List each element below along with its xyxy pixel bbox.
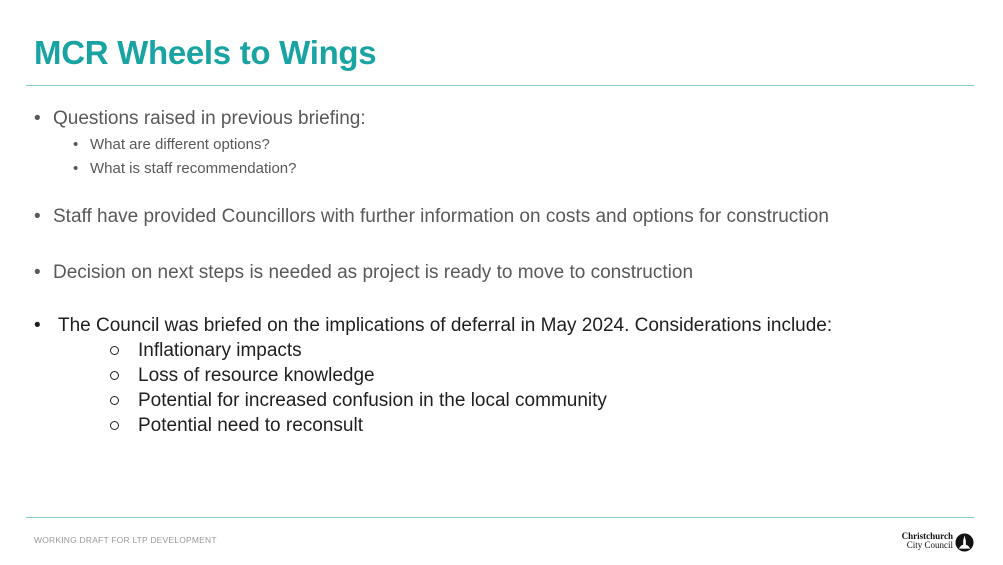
- consideration-item: Potential need to reconsult: [138, 415, 363, 436]
- bullet-marker: •: [34, 108, 41, 129]
- hollow-bullet-icon: [110, 421, 119, 430]
- consideration-item: Inflationary impacts: [138, 340, 302, 361]
- sub-bullet-marker: •: [73, 160, 79, 177]
- bullet-marker: •: [34, 262, 41, 283]
- bullet-text-1: Questions raised in previous briefing:: [53, 108, 366, 129]
- logo-line-2: City Council: [906, 540, 953, 550]
- sub-bullet-text-2: What is staff recommendation?: [90, 160, 297, 177]
- hollow-bullet-icon: [110, 371, 119, 380]
- council-logo: [893, 532, 975, 554]
- slide-title: MCR Wheels to Wings: [34, 34, 377, 71]
- logo-text: [893, 532, 953, 550]
- bullet-text-2: Staff have provided Councillors with further information on costs and options for construction: [53, 206, 829, 227]
- sub-bullet-marker: •: [73, 136, 79, 153]
- bullet-text-4: The Council was briefed on the implications of deferral in May 2024. Considerations include:: [58, 315, 833, 336]
- bullet-marker: •: [34, 206, 41, 227]
- footer-draft-label: WORKING DRAFT FOR LTP DEVELOPMENT: [34, 535, 217, 545]
- hollow-bullet-icon: [110, 346, 119, 355]
- title-divider: [26, 85, 974, 86]
- sub-bullet-text-1: What are different options?: [90, 136, 270, 153]
- hollow-bullet-icon: [110, 396, 119, 405]
- bullet-marker: •: [34, 315, 41, 336]
- logo-line-1: Christchurch: [901, 531, 953, 541]
- bullet-text-3: Decision on next steps is needed as project is ready to move to construction: [53, 262, 694, 283]
- cathedral-logo-icon: [955, 533, 974, 552]
- footer-divider: [26, 517, 974, 518]
- consideration-item: Potential for increased confusion in the local community: [138, 390, 607, 411]
- consideration-item: Loss of resource knowledge: [138, 365, 375, 386]
